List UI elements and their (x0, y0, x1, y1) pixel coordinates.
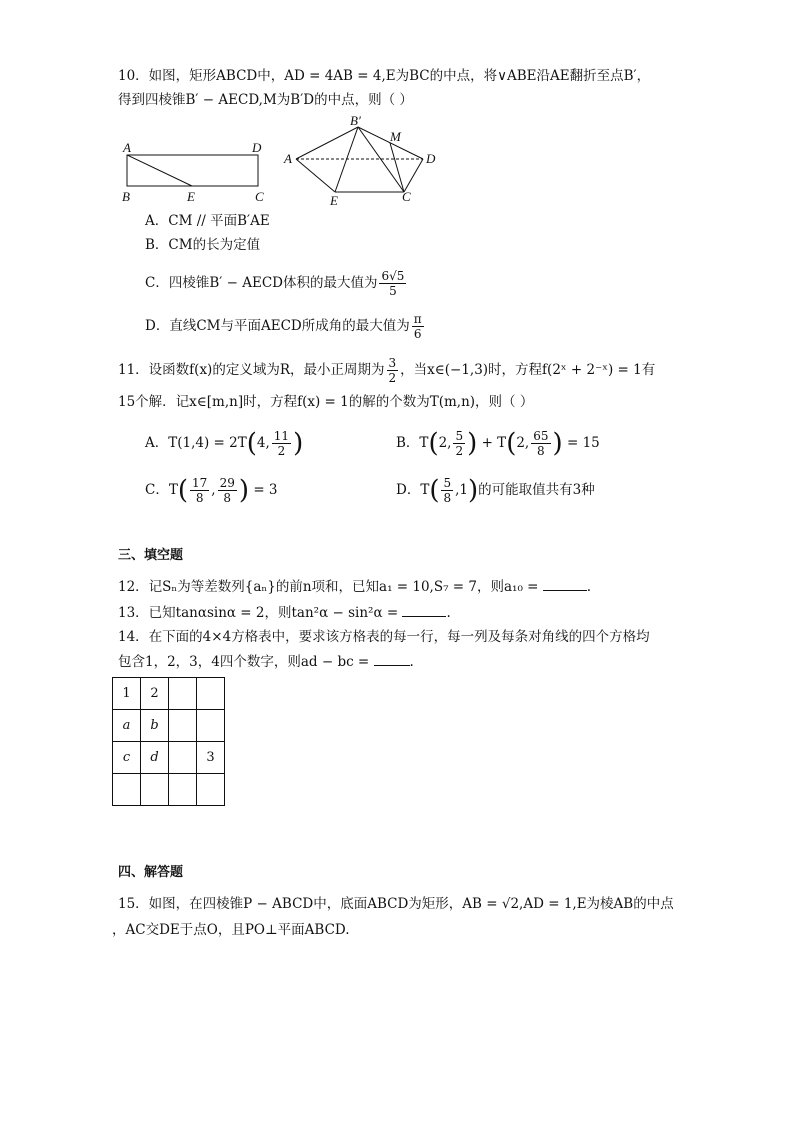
q13: 13．已知tanαsinα = 2，则tan²α − sin²α = . (118, 605, 451, 621)
q10-option-d-fraction: $\frac{\pi}{6}$ (413, 312, 422, 341)
fig1-label-C: C (255, 189, 264, 204)
grid-cell: c (113, 742, 141, 774)
grid-cell: 2 (141, 678, 169, 710)
section-fill-in-heading: 三、填空题 (118, 548, 184, 563)
q11-option-b: B．T(2, $\frac{5}{2}$ ) + T(2, $\frac{65}{8}$ ) = 15 (396, 428, 600, 459)
q10-option-d-text: D．直线CM与平面AECD所成角的最大值为 (145, 318, 410, 334)
grid-cell: a (113, 710, 141, 742)
grid-cell (197, 710, 225, 742)
grid-cell: 1 (113, 678, 141, 710)
q12: 12．记Sₙ为等差数列{aₙ}的前n项和，已知a₁ = 10,S₇ = 7，则a₁₀ = . (118, 579, 592, 595)
fig2-label-D: D (426, 151, 436, 166)
fig1-label-A: A (123, 140, 131, 155)
q14-grid (112, 677, 225, 806)
q11-option-c: C．T( $\frac{17}{8}$ , $\frac{29}{8}$ ) = 3 (145, 475, 278, 506)
grid-cell (197, 774, 225, 806)
q10-option-c (145, 269, 408, 298)
fig2-label-E: E (330, 193, 338, 208)
q10-line2: 得到四棱锥B′ − AECD,M为B′D的中点，则（ ） (118, 92, 413, 108)
grid-cell (169, 742, 197, 774)
grid-cell (169, 710, 197, 742)
q14-line2: 包含1，2，3，4四个数字，则ad − bc = . (118, 654, 414, 670)
q13-answer-blank (402, 604, 446, 617)
q11-line2: 15个解．记x∈[m,n]时，方程f(x) = 1的解的个数为T(m,n)，则（ ） (118, 394, 534, 410)
q12-answer-blank (543, 578, 587, 591)
fig1-rectangle (127, 155, 258, 186)
fig1-label-D: D (252, 140, 262, 155)
fig1-label-E: E (187, 189, 195, 204)
grid-cell: d (141, 742, 169, 774)
q15-line1: 15．如图，在四棱锥P − ABCD中，底面ABCD为矩形，AB = √2,AD = 1,E为棱AB的中点 (118, 896, 674, 912)
grid-cell: 3 (197, 742, 225, 774)
grid-cell (169, 774, 197, 806)
q11-line1: 11．设函数f(x)的定义域为R，最小正周期为 $\frac{3}{2}$ ，当x∈(−1,3)时，方程f(2ˣ + 2⁻ˣ) = 1有 (118, 356, 656, 385)
q10-option-c-text: C．四棱锥B′ − AECD体积的最大值为 (145, 275, 378, 291)
q11-period-fraction: $\frac{3}{2}$ (388, 356, 397, 385)
q15-line2: ，AC交DE于点O，且PO⊥平面ABCD. (112, 922, 350, 938)
fig2-label-C: C (402, 189, 411, 204)
grid-cell (141, 774, 169, 806)
q10-option-c-fraction: $\frac{6√5}{5}$ (381, 269, 405, 298)
fig1-segment-AE (127, 155, 192, 186)
grid-cell (169, 678, 197, 710)
fig2-label-M: M (390, 129, 401, 144)
fig1-label-B: B (122, 189, 130, 204)
q14-answer-blank (374, 653, 410, 666)
q11-option-a: A．T(1,4) = 2T(4, $\frac{11}{2}$ ) (145, 428, 304, 459)
fig2-label-A: A (284, 151, 292, 166)
fig2-pyramid (296, 127, 423, 192)
q10-option-b: B．CM的长为定值 (145, 237, 261, 253)
grid-cell (113, 774, 141, 806)
grid-cell (197, 678, 225, 710)
grid-cell: b (141, 710, 169, 742)
q10-line1: 10．如图，矩形ABCD中，AD = 4AB = 4,E为BC的中点，将∨ABE沿AE翻折至点B′， (118, 68, 651, 84)
q10-option-a: A．CM // 平面B′AE (145, 213, 270, 229)
q10-figure (0, 112, 793, 212)
q14-line1: 14．在下面的4×4方格表中，要求该方格表的每一行，每一列及每条对角线的四个方格均 (118, 629, 650, 645)
q11-option-d: D．T( $\frac{5}{8}$ ,1)的可能取值共有3种 (396, 475, 595, 506)
section-solutions-heading: 四、解答题 (118, 865, 184, 880)
q10-option-d (145, 312, 426, 341)
fig2-label-Bprime: B′ (350, 113, 361, 128)
